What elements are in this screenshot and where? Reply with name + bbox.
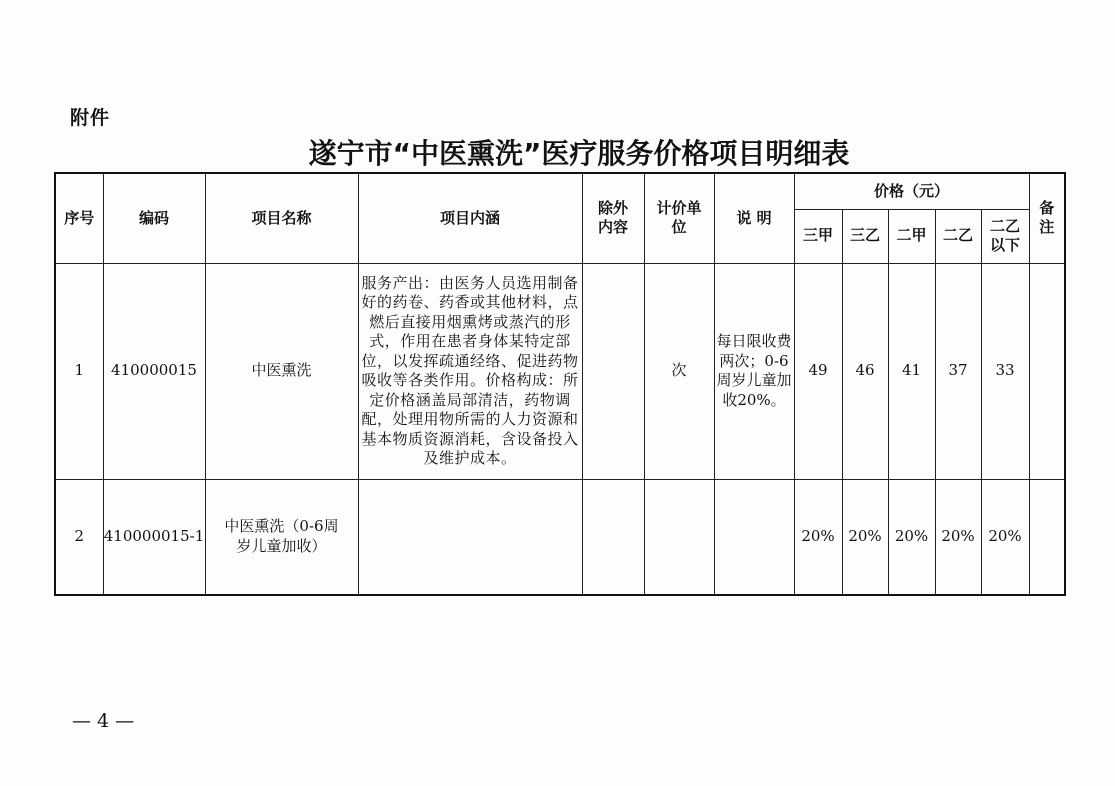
header-price-level: 三甲 <box>794 209 842 263</box>
cell-remarks <box>1029 263 1065 479</box>
header-price-level: 二乙以下 <box>981 209 1029 263</box>
cell-content: 服务产出：由医务人员选用制备好的药卷、药香或其他材料，点燃后直接用烟熏烤或蒸汽的形式，作用在患者身体某特定部位，以发挥疏通经络、促进药物吸收等各类作用。价格构成：所定价格涵盖局部清洁，药物调配，处理用物所需的人力资源和基本物质资源消耗，含设备投入及维护成本。 <box>358 263 582 479</box>
cell-price: 20% <box>981 479 1029 595</box>
attachment-label: 附件 <box>70 107 111 129</box>
cell-note <box>714 479 794 595</box>
header-price-group: 价格（元） <box>794 173 1029 209</box>
cell-name: 中医熏洗（0-6周岁儿童加收） <box>205 479 358 595</box>
header-remarks: 备注 <box>1029 173 1065 263</box>
header-code: 编码 <box>103 173 205 263</box>
cell-code: 410000015 <box>103 263 205 479</box>
cell-excluded <box>582 263 644 479</box>
cell-code: 410000015-1 <box>103 479 205 595</box>
price-table <box>54 172 1066 596</box>
cell-price: 20% <box>794 479 842 595</box>
cell-price: 49 <box>794 263 842 479</box>
header-price-level: 二乙 <box>935 209 981 263</box>
cell-price: 37 <box>935 263 981 479</box>
header-name: 项目名称 <box>205 173 358 263</box>
header-unit: 计价单位 <box>644 173 714 263</box>
cell-excluded <box>582 479 644 595</box>
header-excluded: 除外内容 <box>582 173 644 263</box>
cell-unit: 次 <box>644 263 714 479</box>
cell-price: 20% <box>842 479 888 595</box>
cell-price: 20% <box>888 479 935 595</box>
header-note: 说 明 <box>714 173 794 263</box>
page-title: 遂宁市“中医熏洗”医疗服务价格项目明细表 <box>308 137 850 170</box>
cell-content <box>358 479 582 595</box>
table-row <box>55 479 1065 595</box>
cell-price: 41 <box>888 263 935 479</box>
cell-price: 33 <box>981 263 1029 479</box>
header-seq: 序号 <box>55 173 103 263</box>
cell-price: 46 <box>842 263 888 479</box>
cell-seq: 2 <box>55 479 103 595</box>
table-row <box>55 263 1065 479</box>
page-number: — 4 — <box>72 710 135 732</box>
cell-price: 20% <box>935 479 981 595</box>
cell-remarks <box>1029 479 1065 595</box>
cell-seq: 1 <box>55 263 103 479</box>
cell-name: 中医熏洗 <box>205 263 358 479</box>
cell-note: 每日限收费两次；0-6周岁儿童加收20%。 <box>714 263 794 479</box>
cell-unit <box>644 479 714 595</box>
header-content: 项目内涵 <box>358 173 582 263</box>
header-price-level: 二甲 <box>888 209 935 263</box>
header-price-level: 三乙 <box>842 209 888 263</box>
